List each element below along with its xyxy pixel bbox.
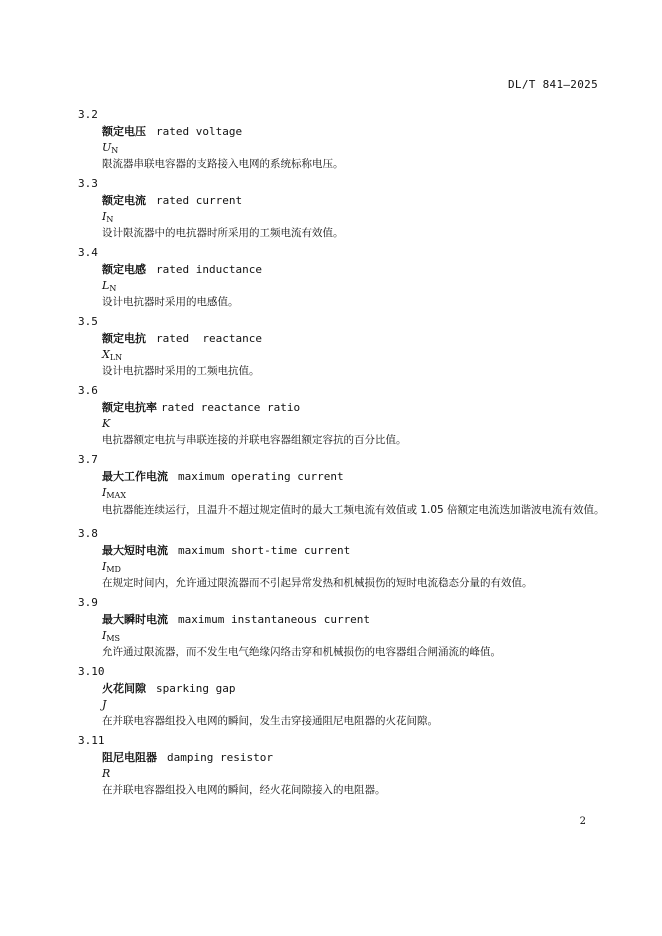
symbol-main: U [102, 141, 112, 154]
term-name-zh: 额定电感 [102, 263, 146, 276]
symbol-main: L [102, 279, 110, 292]
term-number: 3.10 [78, 665, 105, 678]
symbol-main: J [102, 698, 107, 711]
term-number: 3.6 [78, 384, 98, 397]
term-symbol [78, 559, 608, 575]
symbol-subscript: N [109, 284, 117, 293]
term-title [78, 123, 608, 140]
term-name-zh: 额定电抗率 [102, 401, 157, 414]
term-title [78, 611, 608, 628]
standard-code: DL/T 841—2025 [508, 78, 598, 91]
term-number: 3.7 [78, 453, 98, 466]
term-definition: 电抗器额定电抗与串联连接的并联电容器组额定容抗的百分比值。 [102, 434, 407, 446]
term-name-en: rated reactance ratio [161, 401, 301, 414]
term-entry [78, 451, 608, 522]
symbol-main: I [102, 560, 107, 573]
term-name-en: maximum instantaneous current [178, 613, 371, 626]
term-name-zh: 额定电抗 [102, 332, 146, 345]
term-entry [78, 525, 608, 591]
term-name-zh: 阻尼电阻器 [102, 751, 157, 764]
term-definition: 电抗器能连续运行，且温升不超过规定值时的最大工频电流有效值或 1.05 倍额定电流迭加谐波电流有效值。 [102, 504, 605, 516]
symbol-main: I [102, 210, 107, 223]
term-name-zh: 最大瞬时电流 [102, 613, 168, 626]
symbol-subscript: MAX [106, 491, 127, 500]
symbol-subscript: MS [106, 634, 121, 643]
term-name-zh: 额定电压 [102, 125, 146, 138]
term-number: 3.9 [78, 596, 98, 609]
symbol-main: I [102, 629, 107, 642]
term-name-zh: 额定电流 [102, 194, 146, 207]
term-entry [78, 244, 608, 310]
term-definition: 在并联电容器组投入电网的瞬间，发生击穿接通阻尼电阻器的火花间隙。 [102, 715, 438, 727]
term-definition: 设计限流器中的电抗器时所采用的工频电流有效值。 [102, 227, 344, 239]
term-entry [78, 106, 608, 172]
term-definition: 限流器串联电容器的支路接入电网的系统标称电压。 [102, 158, 344, 170]
term-title [78, 192, 608, 209]
term-symbol [78, 628, 608, 644]
term-definition: 设计电抗器时采用的工频电抗值。 [102, 365, 260, 377]
term-name-en: rated current [156, 194, 243, 207]
term-name-zh: 火花间隙 [102, 682, 146, 695]
symbol-subscript: MD [106, 565, 121, 574]
term-title [78, 468, 608, 485]
term-symbol [78, 697, 608, 713]
term-name-zh: 最大工作电流 [102, 470, 168, 483]
term-symbol [78, 209, 608, 225]
term-name-en: damping resistor [167, 751, 273, 764]
term-name-en: sparking gap [156, 682, 236, 695]
term-title [78, 680, 608, 697]
term-entry [78, 663, 608, 729]
term-name-en: maximum short-time current [178, 544, 351, 557]
term-title [78, 399, 608, 416]
page-number: 2 [579, 816, 586, 827]
terms-list [78, 106, 608, 801]
term-definition: 在规定时间内，允许通过限流器而不引起异常发热和机械损伤的短时电流稳态分量的有效值。 [102, 577, 533, 589]
symbol-main: X [102, 348, 110, 361]
term-entry [78, 594, 608, 660]
term-number: 3.11 [78, 734, 105, 747]
term-symbol [78, 278, 608, 294]
term-definition: 设计电抗器时采用的电感值。 [102, 296, 239, 308]
term-number: 3.4 [78, 246, 98, 259]
symbol-subscript: N [111, 146, 119, 155]
term-symbol [78, 416, 608, 432]
symbol-subscript: N [106, 215, 114, 224]
term-name-en: maximum operating current [178, 470, 344, 483]
symbol-main: R [102, 767, 111, 780]
term-name-en: rated inductance [156, 263, 262, 276]
term-entry [78, 175, 608, 241]
term-title [78, 542, 608, 559]
term-entry [78, 382, 608, 448]
term-name-en: rated reactance [156, 332, 262, 345]
term-title [78, 330, 608, 347]
term-title [78, 749, 608, 766]
term-definition: 允许通过限流器，而不发生电气绝缘闪络击穿和机械损伤的电容器组合闸涌流的峰值。 [102, 646, 501, 658]
term-number: 3.2 [78, 108, 98, 121]
term-name-en: rated voltage [156, 125, 243, 138]
symbol-main: K [102, 417, 111, 430]
term-symbol [78, 140, 608, 156]
term-entry [78, 732, 608, 798]
term-number: 3.8 [78, 527, 98, 540]
term-symbol [78, 766, 608, 782]
term-number: 3.3 [78, 177, 98, 190]
term-number: 3.5 [78, 315, 98, 328]
term-symbol [78, 347, 608, 363]
term-name-zh: 最大短时电流 [102, 544, 168, 557]
symbol-subscript: LN [109, 353, 123, 362]
term-entry [78, 313, 608, 379]
term-definition: 在并联电容器组投入电网的瞬间，经火花间隙接入的电阻器。 [102, 784, 386, 796]
term-title [78, 261, 608, 278]
symbol-main: I [102, 486, 107, 499]
